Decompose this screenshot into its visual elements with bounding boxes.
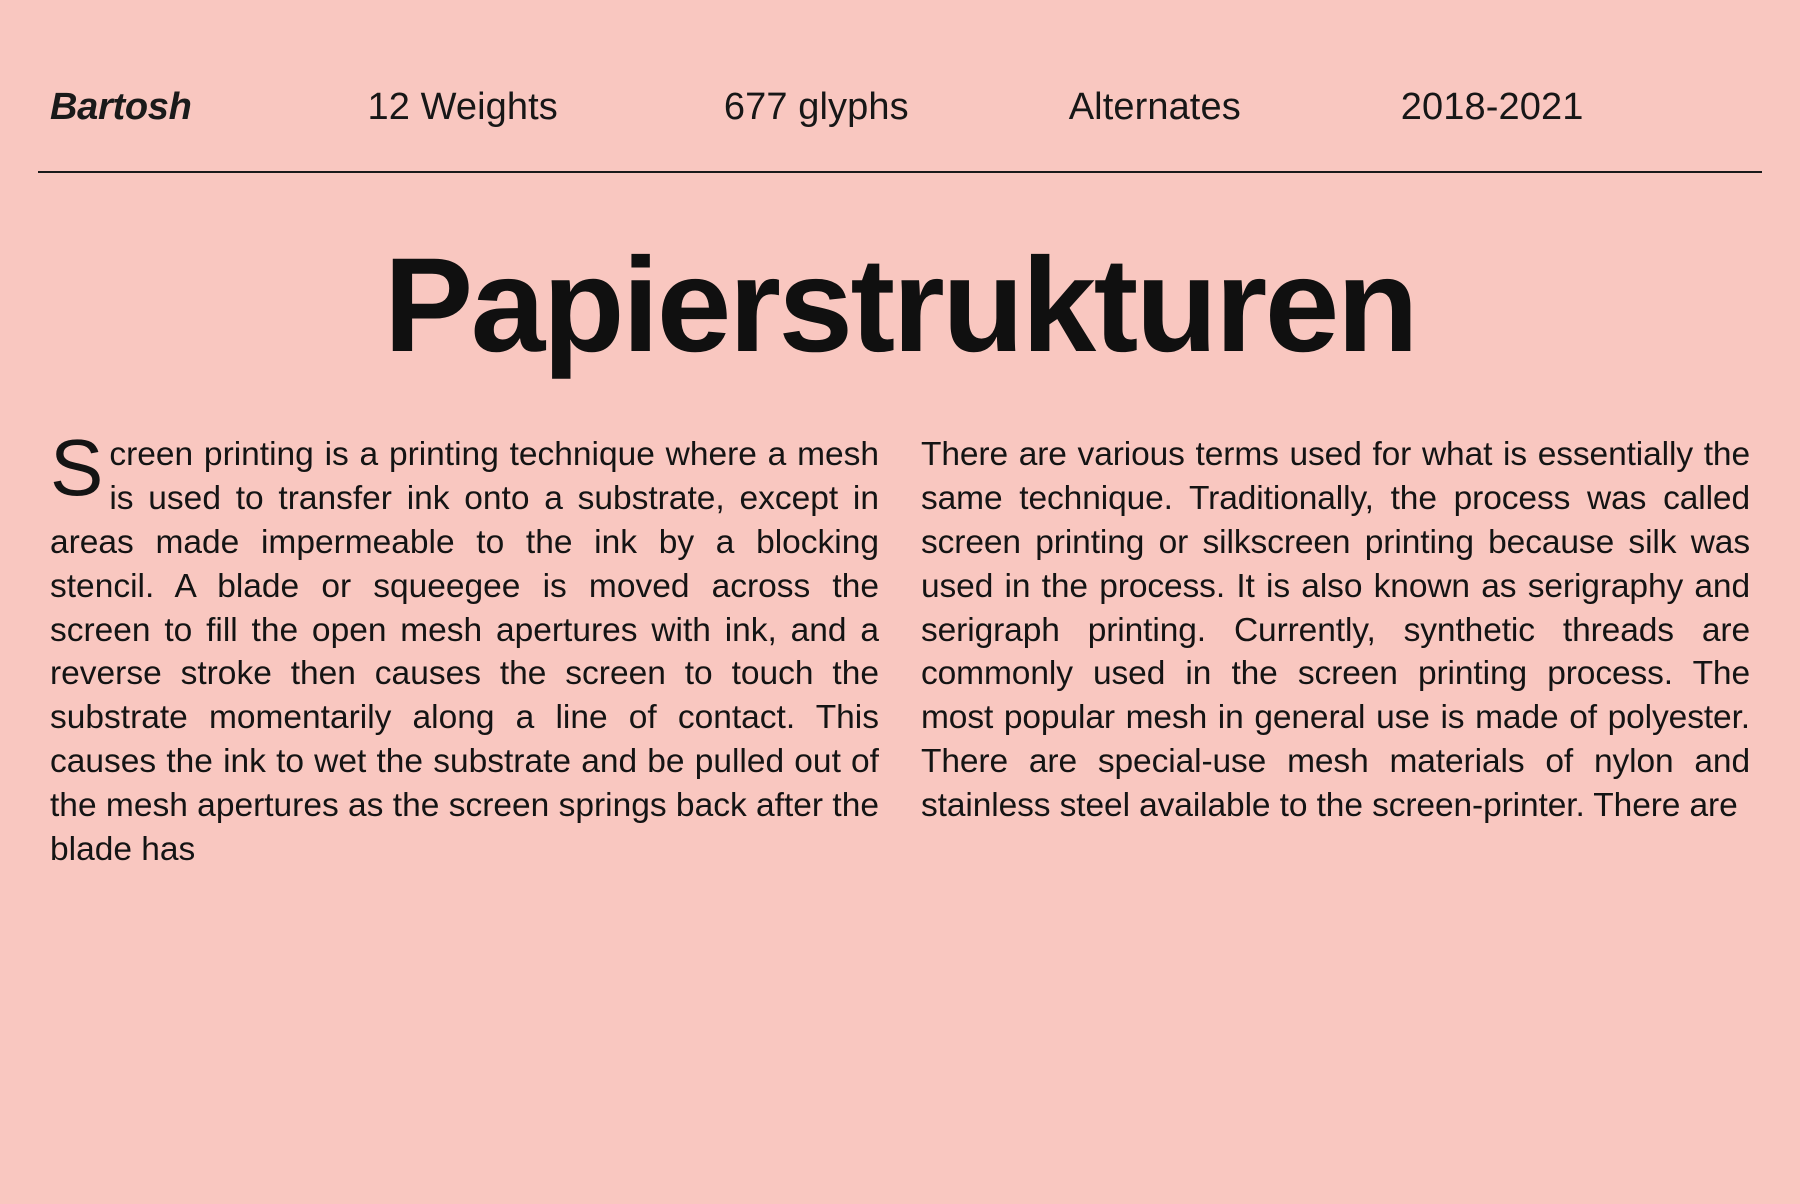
body-text-right: There are various terms used for what is essentially the same technique. Traditionally, the process was called screen printing or silkscreen printing because silk was used in the process. It is also known as serigraphy and serigraph printing. Currently, synthetic threads are commonly used in the screen printing process. The most popular mesh in general use is made of polyester. There are special-use mesh materials of nylon and stainless steel available to the screen-printer. There are (921, 436, 1750, 824)
body-text-left: creen printing is a printing technique where a mesh is used to transfer ink onto a substrate, except in areas made impermeable to the ink by a blocking stencil. A blade or squeegee is moved across the screen to fill the open mesh apertures with ink, and a reverse stroke then causes the screen to touch the substrate momentarily along a line of contact. This causes the ink to wet the substrate and be pulled out of the mesh apertures as the screen springs back after the blade has (50, 436, 879, 868)
drop-cap: S (50, 423, 104, 512)
header-item-years: 2018-2021 (1400, 86, 1584, 128)
header-item-glyphs: 677 glyphs (723, 86, 909, 128)
header-item-weights: 12 Weights (367, 86, 558, 128)
body-columns (38, 423, 1762, 872)
header (38, 0, 1762, 129)
header-item-alternates: Alternates (1068, 86, 1241, 128)
body-column-left (50, 423, 879, 872)
brand-name: Bartosh (50, 86, 192, 128)
body-column-right (921, 433, 1750, 872)
page-title: Papierstrukturen (383, 231, 1417, 380)
header-divider (38, 171, 1762, 173)
